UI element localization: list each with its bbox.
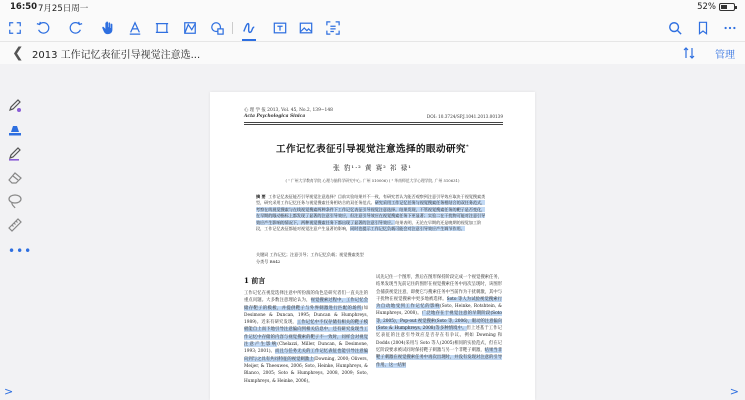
status-right — [697, 2, 735, 12]
battery-fill — [721, 5, 727, 9]
highlighted-text[interactable]: 广泛地存在于视觉注意的早期阶段(Soto 等, 2005)，Pop-out 视觉搜索(Soto 等, 2006)，眼动的注意偏向(Soto & Humphreys, 2008)等多种情境中。 — [376, 311, 502, 332]
back-icon[interactable]: ❮ — [12, 45, 24, 61]
pdf-page[interactable] — [210, 92, 535, 400]
shapes-icon[interactable] — [182, 20, 198, 36]
manage-button[interactable]: 管理 — [715, 50, 735, 61]
undo-icon[interactable] — [35, 20, 51, 36]
sticker-icon[interactable] — [209, 20, 225, 36]
more-icon[interactable] — [722, 20, 738, 36]
battery-icon — [719, 3, 735, 11]
abstract — [256, 194, 489, 232]
text-box-icon[interactable] — [272, 20, 288, 36]
search-icon[interactable] — [667, 20, 683, 36]
header-rule — [244, 122, 503, 123]
body-text: 试先记住一个图形，然后在图形保持阶段完成一个视觉搜索任务，结果发现当先前记住的图形在视觉搜索任务中再次呈现时，该图形会捕获视觉注意，即便它与搜索任务中当前作为干扰刺激，其中与干扰物在视觉搜索中更多地被选择。 — [376, 275, 502, 302]
pencil-icon[interactable] — [6, 144, 24, 162]
abstract-label: 摘 要 — [256, 194, 266, 199]
abstract-highlight[interactable]: 同时也提示工作记忆负载可能会对注意引导效应产生调节作用。 — [350, 226, 465, 232]
bookmark-icon[interactable] — [695, 20, 711, 36]
battery-percent: 52% — [697, 2, 716, 12]
text-icon[interactable] — [127, 20, 143, 36]
abstract-highlight[interactable]: 研究采用工作记忆任务与视觉搜索任务相结合的双任务范式，考察在线视觉搜索与在线视觉搜索两种条件下工作记忆表征引导视觉注意选择。结果发现，不管视觉搜索任务的靶子是否变化，在早期的眼动指标上都发现了显著的注意引导效应，但注意引导效应在视觉搜索任务下更显著；实验二在干扰物可能对注意引导效应产生影响的情况下，两种视觉搜索任务下都出现了显著的注意引导效应。 — [256, 200, 486, 225]
ruler-icon[interactable] — [6, 216, 24, 234]
toolbar-divider — [232, 22, 233, 34]
document-title[interactable]: 2013 工作记忆表征引导视觉注意选... — [32, 50, 201, 61]
expand-icon[interactable] — [7, 20, 23, 36]
author-affiliation: ( ¹ 广州大学教育学院 心理与脑科学研究中心, 广州 510006) ( ² 华南师范大学心理学院, 广州 510631) — [285, 178, 460, 183]
section-heading: 1 前言 — [244, 276, 266, 285]
right-column — [376, 274, 502, 369]
classification-number: 分类号 B842 — [256, 259, 281, 264]
status-time: 16:50 — [10, 2, 38, 12]
paper-authors: 张 豹¹·² 黄 赛² 祁 禄¹ — [333, 164, 412, 172]
redo-icon[interactable] — [68, 20, 84, 36]
annotation-toolbar — [0, 14, 745, 42]
expand-sidebar-icon[interactable]: > — [4, 385, 14, 398]
status-date: 7月25日周一 — [38, 4, 89, 14]
doi: DOI: 10.3724/SP.J.1041.2013.00139 — [426, 114, 503, 119]
highlighted-text[interactable]: 而且与任务无关的工作记忆表征也能引导注意偏向到与之具有共同特征的视觉刺激上 — [244, 349, 368, 362]
body-text: 工作记忆在视觉选择注意中所扮演的角色是研究者们一直关注的重点问题。大多数注意理论认为， — [244, 291, 368, 304]
header-rule-thin — [244, 124, 503, 125]
left-tool-palette — [0, 64, 33, 400]
body-text: (Chelazzi, Miller, Duncan, & Desimone, 1993; 2001)。 — [244, 342, 369, 355]
keywords: 关键词 工作记忆；注意引导；工作记忆负载；视觉搜索类型 — [256, 252, 364, 257]
sort-icon[interactable] — [683, 47, 695, 59]
highlighted-text[interactable]: 结果当非靶子刺激在视觉搜索任务中再次出现时，并没有发现对注意的引导作用。这一结果 — [376, 347, 503, 368]
paper-title-text: 工作记忆表征引导视觉注意选择的眼动研究 — [276, 144, 466, 155]
pen-icon[interactable] — [6, 96, 24, 114]
ocr-icon[interactable] — [325, 20, 341, 36]
journal-header — [244, 108, 333, 120]
body-text: (如 Desimone & Duncan, 1995; Duncan & Humphreys, 1989)。近来有研究发现， — [244, 305, 368, 326]
document-title-bar — [0, 42, 745, 64]
journal-cn: 心 理 学 报 2013, Vol. 45, No.2, 139−148 — [244, 108, 333, 113]
abstract-text: 工作记忆表征能否引导视觉注意选择？目前实验结果并不一致，有研究者认为能否观察到注意引导效应取决于视觉搜索类型，研究采用工作记忆任务与视觉搜索任务相结合的双任务范式。 — [256, 194, 486, 206]
title-footnote-mark: * — [465, 143, 469, 150]
journal-en: Acta Psychologica Sinica — [244, 114, 306, 119]
body-text: (Soto, Heinke, Rotshtein, & Humphreys, 2008)。 — [376, 304, 502, 317]
lasso-icon[interactable] — [6, 192, 24, 210]
body-text: 但上述基于工作记忆表征的注意引导效应是否存在有争议。例如 Downing 和 Dodds (2004)采用与 Soto 等人(2005)相同的实验范式，但在记忆阶段要求被试同时保持靶子刺激与另一个非靶子刺激， — [376, 326, 503, 353]
left-column — [244, 290, 368, 385]
more-tools-icon[interactable]: ••• — [8, 244, 33, 258]
crop-icon[interactable] — [154, 20, 170, 36]
body-text: (Downing, 2000; Olivers, Meijer, & Theeuwes, 2006; Soto, Heinke, Humphreys, & Blanco, 2005; Soto & Humphreys, 2008, 2009; Soto, Humphreys, & Heinke, 2006)。 — [244, 356, 368, 384]
status-bar — [0, 0, 745, 14]
eraser-icon[interactable] — [6, 168, 24, 186]
highlighted-text[interactable]: Soto 等人为试验视觉搜索行为自动地受到工作记忆的影响 — [376, 296, 502, 310]
pen-icon[interactable] — [241, 20, 257, 36]
highlighted-text[interactable]: 工作记忆中不仅存储有相关的靶子模板能自上而下地引导注意偏向到相关信息中，还有研究发现当工作记忆中存储的内容与视觉搜索的靶子不一致时，同样会对视觉注意产生影响 — [244, 320, 368, 348]
hand-icon[interactable] — [100, 20, 116, 36]
page-nav-icon[interactable]: > — [729, 385, 739, 398]
highlighted-text[interactable]: 视觉搜索过程中，工作记忆会储存靶子的模板，并提供靶子与外界刺激进行匹配的场所 — [244, 298, 369, 311]
abstract-text: 结果表明，无论在早期的还是晚期的视觉加工阶段，工作记忆表征都能对视觉注意产生显著的影响， — [256, 219, 482, 232]
paper-title — [210, 141, 535, 155]
image-icon[interactable] — [298, 20, 314, 36]
highlighter-icon[interactable] — [6, 120, 24, 138]
